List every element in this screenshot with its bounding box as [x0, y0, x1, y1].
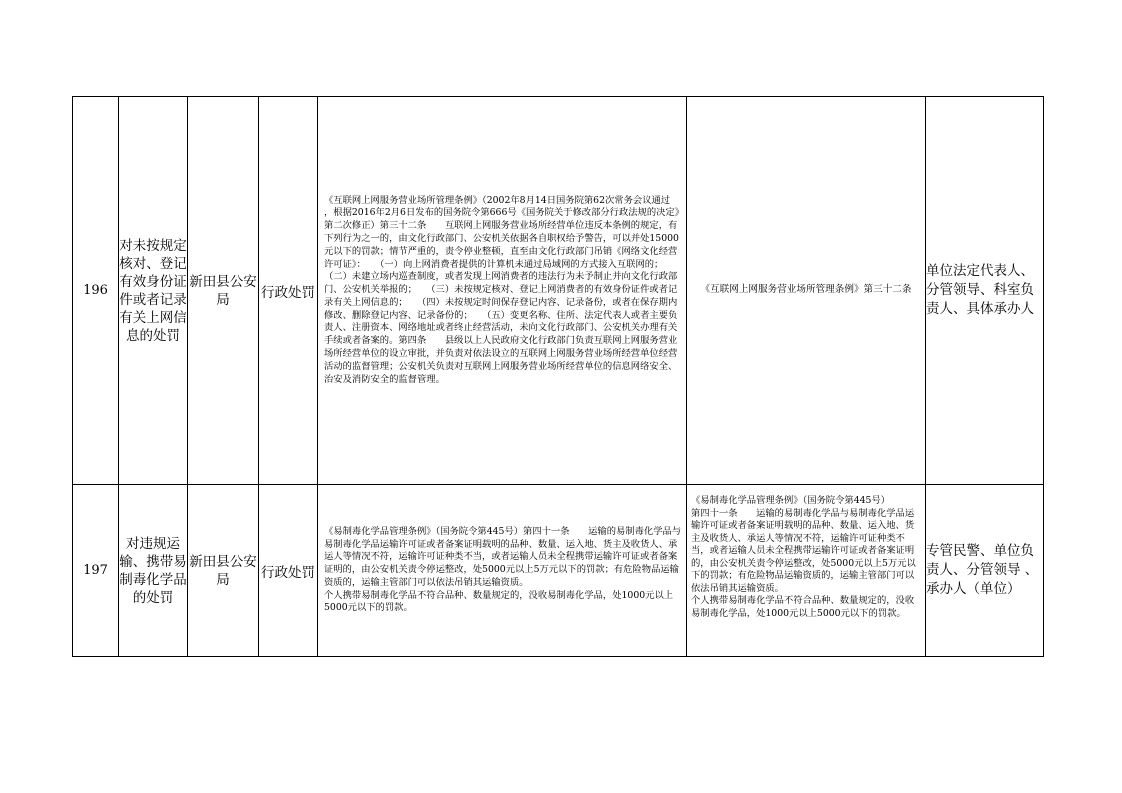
reference-text: 《互联网上网服务营业场所管理条例》第三十二条 [700, 284, 912, 296]
department: 新田县公安局 [188, 485, 259, 657]
item-name: 对违规运输、携带易制毒化学品的处罚 [119, 485, 188, 657]
enforcement-type: 行政处罚 [259, 97, 318, 485]
responsible-persons: 单位法定代表人、分管领导、科室负责人、具体承办人 [926, 97, 1044, 485]
table-row [73, 97, 1044, 485]
row-number: 196 [73, 97, 119, 485]
responsible-persons: 专管民警、单位负责人、分管领导 、承办人（单位） [926, 485, 1044, 657]
legal-basis-text: 《互联网上网服务营业场所管理条例》（2002年8月14日国务院第62次常务会议通过 ，根据2016年2月6日发布的国务院令第666号《国务院关于修改部分行政法规的决定》第二次修正）第三十二条 互联网上网服务营业场所经营单位违反本条例的规定，有下列行为之一的，由文化行政部门、公安机关依据各自职权给予警告，可以并处15000元以下的罚款；情节严重的，责令停业整顿，直至由文化行政部门吊销《网络文化经营许可证》： （一）向上网消费者提供的计算机未通过局域网的方式接入互联网的； （二）未建立场内巡查制度，或者发现上网消费者的违法行为未予制止并向文化行政部门、公安机关举报的； （三）未按规定核对、登记上网消费者的有效身份证件或者记录有关上网信息的； （四）未按规定时间保存登记内容、记录备份，或者在保存期内修改、删除登记内容、记录备份的； （五）变更名称、住所、法定代表人或者主要负责人、注册资本、网络地址或者终止经营活动，未向文化行政部门、公安机关办理有关手续或者备案的。第四条 县级以上人民政府文化行政部门负责互联网上网服务营业场所经营单位的设立审批，并负责对依法设立的互联网上网服务营业场所经营单位经营活动的监督管理；公安机关负责对互联网上网服务营业场所经营单位的信息网络安全、治安及消防安全的监督管理。 [324, 194, 680, 385]
legal-basis-text: 个人携带易制毒化学品不符合品种、数量规定的，没收易制毒化学品，处1000元以上5000元以下的罚款。 [324, 589, 674, 614]
department: 新田县公安局 [188, 97, 259, 485]
reference-cell [687, 485, 926, 657]
item-name: 对未按规定核对、登记有效身份证件或者记录有关上网信息的处罚 [119, 97, 188, 485]
row-number: 197 [73, 485, 119, 657]
reference-text: 《易制毒化学品管理条例》（国务院令第445号） [691, 495, 891, 506]
reference-text: 第四十一条 运输的易制毒化学品与易制毒化学品运输许可证或者备案证明载明的品种、数量、运入地、货主及收货人、承运人等情况不符，运输许可证种类不当，或者运输人员未全程携带运输许可证或者备案证明的，由公安机关责令停运整改，处5000元以上5万元以下的罚款；有危险物品运输资质的，运输主管部门可以依法吊销其运输资质。 [691, 507, 916, 594]
reference-text: 个人携带易制毒化学品不符合品种、数量规定的，没收易制毒化学品，处1000元以上5000元以下的罚款。 [691, 595, 915, 619]
legal-basis-cell [318, 485, 687, 657]
reference-cell [687, 97, 926, 485]
enforcement-table [72, 96, 1044, 657]
enforcement-type: 行政处罚 [259, 485, 318, 657]
legal-basis-cell [318, 97, 687, 485]
table-row [73, 485, 1044, 657]
legal-basis-text: 《易制毒化学品管理条例》（国务院令第445号）第四十一条 运输的易制毒化学品与易制毒化学品运输许可证或者备案证明载明的品种、数量、运入地、货主及收货人、承运人等情况不符，运输许可证种类不当，或者运输人员未全程携带运输许可证或者备案证明的，由公安机关责令停运整改，处5000元以上5万元以下的罚款；有危险物品运输资质的，运输主管部门可以依法吊销其运输资质。 [324, 525, 682, 588]
